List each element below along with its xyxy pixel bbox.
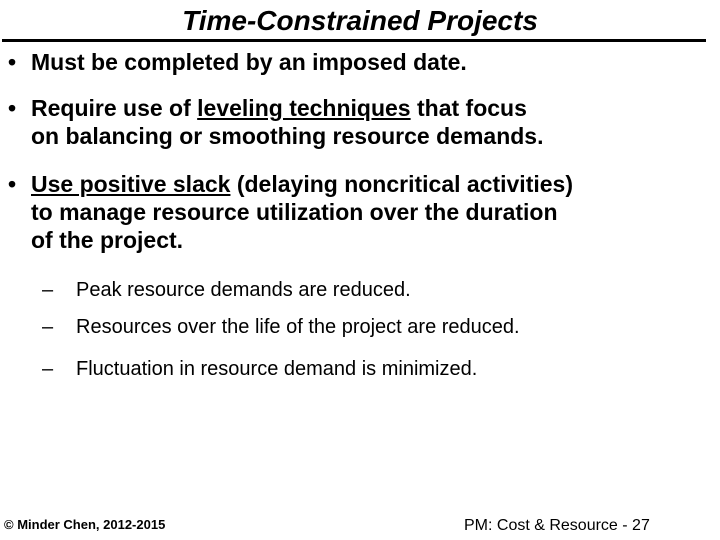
text-run: Must be completed by an imposed date. [31, 49, 467, 75]
text-run: of the project. [31, 227, 184, 253]
underlined-term: Use positive slack [31, 171, 231, 197]
bullet-line [31, 226, 711, 254]
bullet-text [31, 48, 711, 76]
dash-marker: – [42, 316, 54, 338]
bullet-line [31, 198, 711, 226]
text-run: that focus [410, 95, 527, 121]
dash-marker: – [42, 358, 54, 380]
bullet-line [31, 122, 711, 150]
underlined-term: leveling techniques [197, 95, 411, 121]
bullet-line [31, 170, 711, 198]
text-run: Require use of [31, 95, 198, 121]
text-run: to manage resource utilization over the duration [31, 199, 558, 225]
text-run: on balancing or smoothing resource demands. [31, 123, 544, 149]
sub-bullet-text: Resources over the life of the project are reduced. [76, 316, 520, 338]
slide-title: Time-Constrained Projects [182, 5, 538, 36]
bullet-text [31, 170, 711, 254]
sub-bullet-text: Peak resource demands are reduced. [76, 279, 411, 301]
sub-bullet-text: Fluctuation in resource demand is minimized. [76, 358, 478, 380]
title-underline [2, 39, 706, 42]
copyright-footer: © Minder Chen, 2012-2015 [4, 517, 166, 532]
bullet-text [31, 94, 711, 150]
bullet-line [31, 94, 711, 122]
bullet-line [31, 48, 711, 76]
page-footer: PM: Cost & Resource - 27 [464, 517, 650, 534]
text-run: (delaying noncritical activities) [230, 171, 573, 197]
bullet-marker: • [8, 49, 17, 75]
bullet-marker: • [8, 171, 17, 197]
dash-marker: – [42, 279, 54, 301]
bullet-marker: • [8, 95, 17, 121]
